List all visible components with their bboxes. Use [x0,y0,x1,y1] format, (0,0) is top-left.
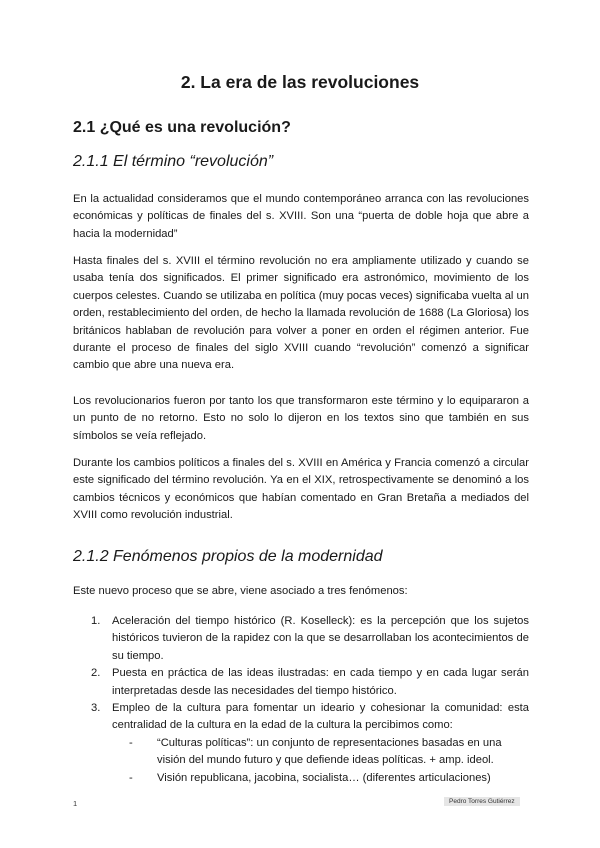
paragraph: Hasta finales del s. XVIII el término revolución no era ampliamente utilizado y cuando se usaba tenía dos significados. El primer significado era astronómico, movimiento de los cuerpos celestes. Cuando se utilizaba en política (muy pocas veces) significaba vuelta al un orden, restablecimiento del orden, de hecho la llamada revolución de 1688 (La Gloriosa) los británicos hablaban de revolución para volver a poner en orden el régimen anterior. Fue durante el proceso de finales del siglo XVIII cuando “revolución” comenzó a significar cambio que abre una nueva era. [73,255,529,372]
paragraph: Durante los cambios políticos a finales del s. XVIII en América y Francia comenzó a circular este significado del término revolución. Ya en el XIX, retrospectivamente se denominó a los cambios técnicos y económicos que habían comentado en Gran Bretaña a mediados del XVIII como revolución industrial. [73,457,529,522]
sub-list-item [73,770,529,787]
paragraph: Los revolucionarios fueron por tanto los que transformaron este término y lo equipararon a un punto de no retorno. Esto no solo lo dijeron en los textos sino que también en sus símbolos se veía reflejado. [73,395,529,442]
subsection-heading-2: 2.1.2 Fenómenos propios de la modernidad [73,548,383,565]
subsection-heading-1: 2.1.1 El término “revolución” [73,153,274,170]
list-item-text: Puesta en práctica de las ideas ilustradas: en cada tiempo y en cada lugar serán interpretadas desde las necesidades del tiempo histórico. [112,667,529,697]
list-item-text: Empleo de la cultura para fomentar un ideario y cohesionar la comunidad: esta centralidad de la cultura en la edad de la cultura la percibimos como: [112,702,529,732]
sub-list-item [73,735,529,770]
numbered-list [73,613,529,787]
list-number: 2. [91,667,101,680]
dash-bullet: - [129,771,133,784]
list-item-text: Aceleración del tiempo histórico (R. Koselleck): es la percepción que los sujetos históricos tuvieron de la rapidez con la que se desarrollaban los acontecimientos de su tiempo. [112,615,529,662]
author-label: Pedro Torres Gutiérrez [444,797,520,806]
list-item [73,665,529,700]
sub-list-item-text: Visión republicana, jacobina, socialista… (diferentes articulaciones) [157,771,491,784]
dash-bullet: - [129,736,133,749]
sub-list-item-text: “Culturas políticas”: un conjunto de representaciones basadas en una visión del mundo futuro y que defiende ideas políticas. + amp. ideol. [157,736,502,767]
list-item [73,613,529,665]
list-number: 1. [91,615,101,627]
list-number: 3. [91,702,101,715]
list-item [73,700,529,735]
page-number: 1 [73,799,78,808]
section-heading: 2.1 ¿Qué es una revolución? [73,119,291,136]
page-title: 2. La era de las revoluciones [180,72,420,92]
paragraph: En la actualidad consideramos que el mundo contemporáneo arranca con las revoluciones económicas y políticas de finales del s. XVIII. Son una “puerta de doble hoja que abre a hacia la modernidad” [73,193,529,240]
list-intro: Este nuevo proceso que se abre, viene asociado a tres fenómenos: [73,585,408,597]
